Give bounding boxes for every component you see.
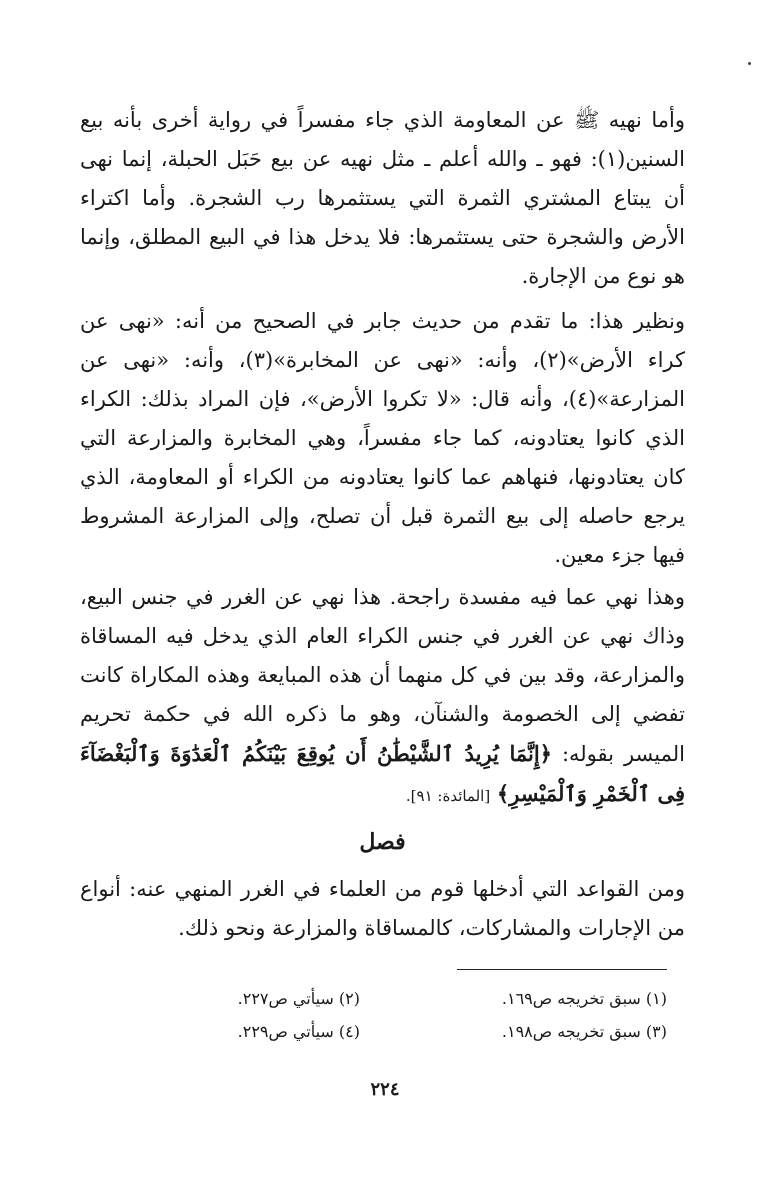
footnote-divider bbox=[457, 969, 667, 970]
paragraph-2: ونظير هذا: ما تقدم من حديث جابر في الصحيح من أنه: «نهى عن كراء الأرض»(٢)، وأنه: «نهى عن المخابرة»(٣)، وأنه: «نهى عن المزارعة»(٤)، وأنه قال: «لا تكروا الأرض»، فإن المراد بذلك: الكراء الذي كانوا يعتادونه، كما جاء مفسراً، وهي المخابرة والمزارعة التي كان يعتادونها، فنهاهم عما كانوا يعتادونه من الكراء أو المعاومة، الذي يرجع حاصله إلى بيع الثمرة قبل أن تصلح، وإلى المزارعة المشروط فيها جزء معين. bbox=[80, 309, 685, 567]
footnote-4: (٤) سيأتي ص٢٢٩. bbox=[237, 1022, 360, 1041]
stray-mark bbox=[748, 62, 751, 65]
paragraph-4: ومن القواعد التي أدخلها قوم من العلماء في الغرر المنهي عنه: أنواع من الإجارات والمشاركات، كالمساقاة والمزارعة ونحو ذلك. bbox=[80, 877, 685, 940]
footnote-1: (١) سبق تخريجه ص١٦٩. bbox=[501, 989, 667, 1008]
section-heading: فصل bbox=[359, 829, 406, 855]
quran-verse: ﴿إِنَّمَا يُرِيدُ ٱلشَّيْطَٰنُ أَن يُوقِعَ بَيْنَكُمُ ٱلْعَدَٰوَةَ وَٱلْبَغْضَآءَ فِى ٱلْخَمْرِ وَٱلْمَيْسِرِ﴾ bbox=[80, 741, 685, 806]
paragraph-3-text: وهذا نهي عما فيه مفسدة راجحة. هذا نهي عن الغرر في جنس البيع، وذاك نهي عن الغرر في جنس الكراء العام الذي يدخل فيه المساقاة والمزارعة، وقد بين في كل منهما أن هذه المبايعة وهذه المكاراة كانت تفضي إلى الخصومة والشنآن، وهو ما ذكره الله في حكمة تحريم الميسر بقوله: bbox=[80, 585, 685, 766]
verse-reference: [المائدة: ٩١]. bbox=[405, 787, 491, 805]
footnote-3: (٣) سبق تخريجه ص١٩٨. bbox=[501, 1022, 667, 1041]
paragraph-3 bbox=[80, 578, 685, 816]
paragraph-1: وأما نهيه ﷺ عن المعاومة الذي جاء مفسراً في رواية أخرى بأنه بيع السنين(١): فهو ـ والله أعلم ـ مثل نهيه عن بيع حَبَل الحبلة، إنما نهى أن يبتاع المشتري الثمرة التي يستثمرها رب الشجرة. وأما اكتراء الأرض والشجرة حتى يستثمرها: فلا يدخل هذا في البيع المطلق، وإنما هو نوع من الإجارة. bbox=[80, 108, 685, 288]
page-number: ٢٢٤ bbox=[370, 1079, 400, 1100]
footnote-2: (٢) سيأتي ص٢٢٧. bbox=[237, 989, 360, 1008]
